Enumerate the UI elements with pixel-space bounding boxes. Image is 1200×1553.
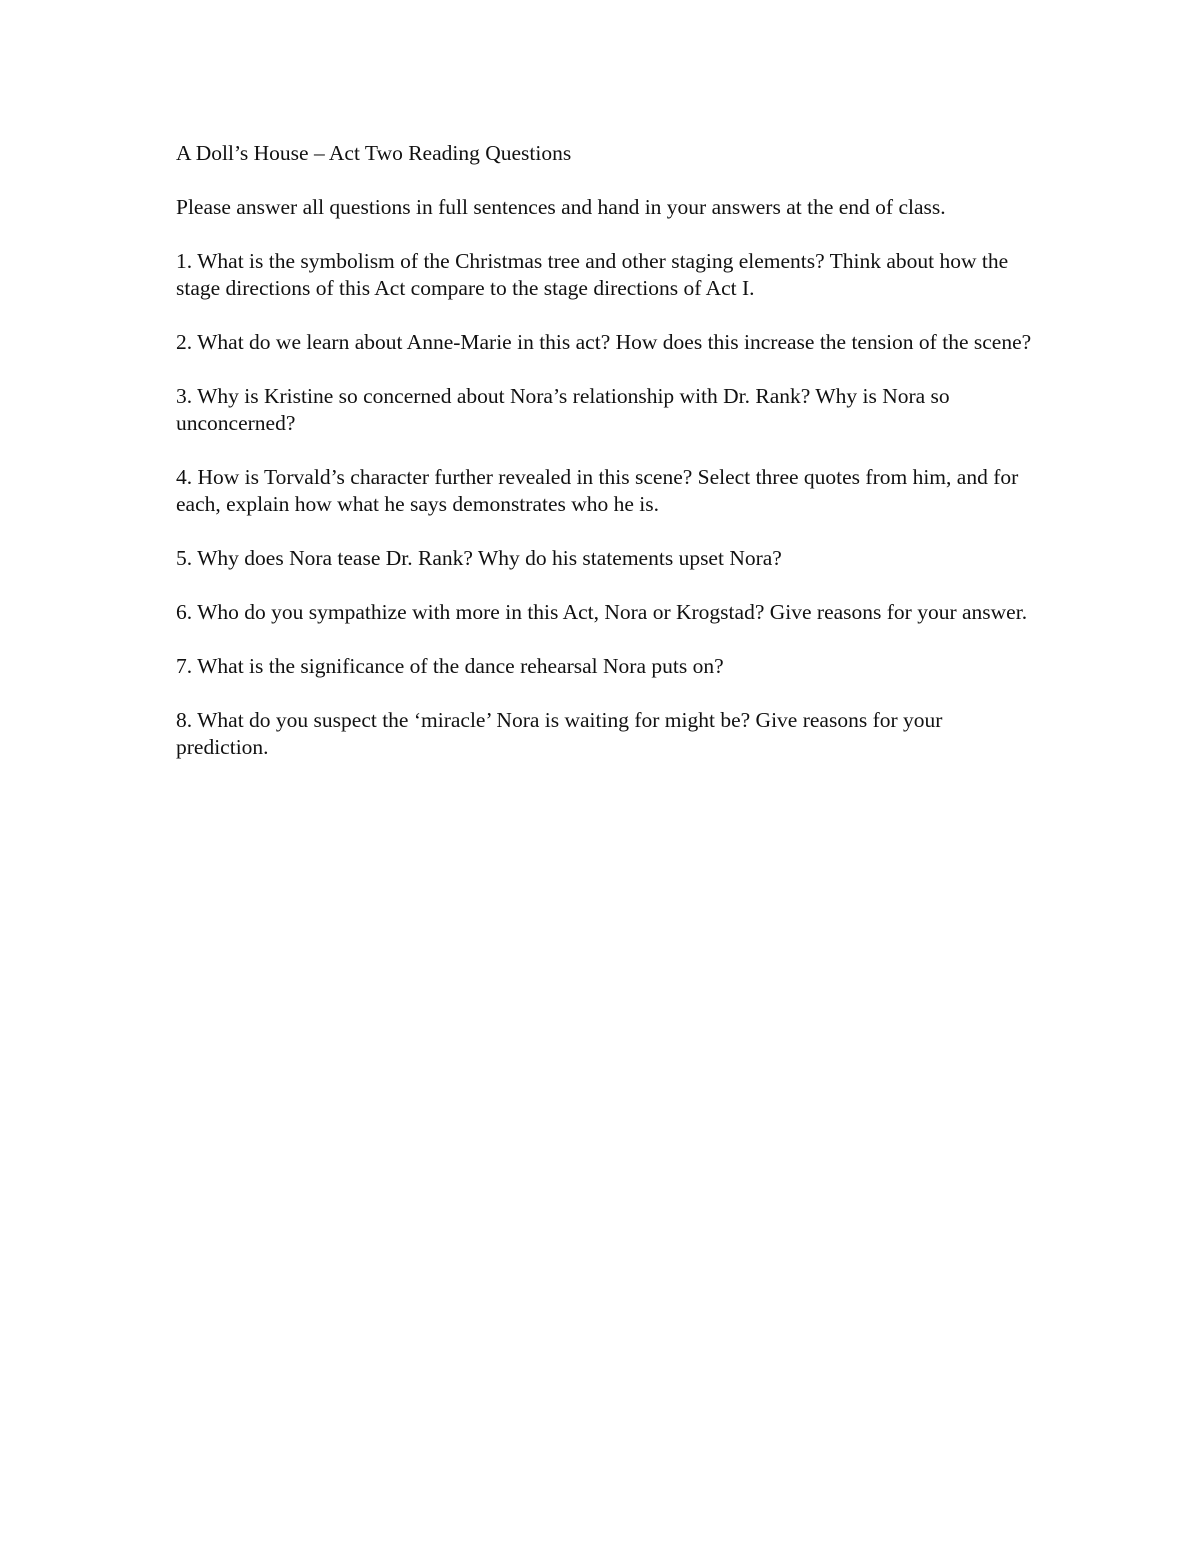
question-7: 7. What is the significance of the dance rehearsal Nora puts on? [176,654,724,678]
instructions-paragraph: Please answer all questions in full sentences and hand in your answers at the end of class. [176,195,946,219]
question-2: 2. What do we learn about Anne-Marie in this act? How does this increase the tension of the scene? [176,330,1032,354]
question-3: 3. Why is Kristine so concerned about Nora’s relationship with Dr. Rank? Why is Nora so unconcerned? [176,384,950,435]
document-title: A Doll’s House – Act Two Reading Questions [176,141,572,165]
question-5: 5. Why does Nora tease Dr. Rank? Why do his statements upset Nora? [176,546,782,570]
question-8: 8. What do you suspect the ‘miracle’ Nora is waiting for might be? Give reasons for your prediction. [176,708,943,759]
document-body [176,140,1036,788]
question-1: 1. What is the symbolism of the Christmas tree and other staging elements? Think about how the stage directions of this Act compare to the stage directions of Act I. [176,249,1009,300]
question-4: 4. How is Torvald’s character further revealed in this scene? Select three quotes from him, and for each, explain how what he says demonstrates who he is. [176,465,1019,516]
question-6: 6. Who do you sympathize with more in this Act, Nora or Krogstad? Give reasons for your answer. [176,600,1028,624]
